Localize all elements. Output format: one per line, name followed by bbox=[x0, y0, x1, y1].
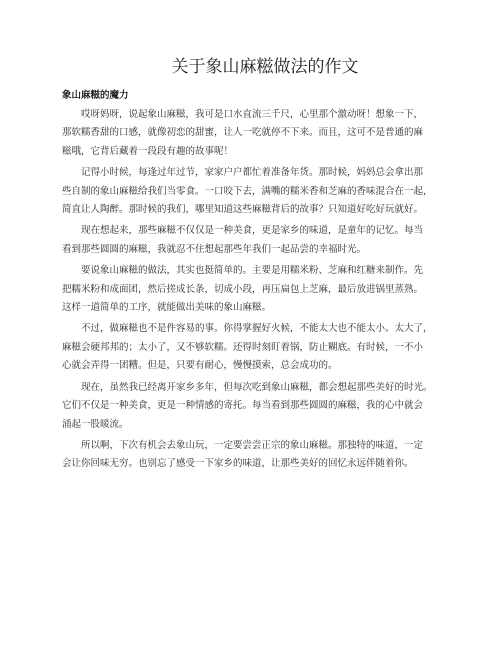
text-line: 不过，做麻糍也不是件容易的事。你得掌握好火候，不能太大也不能太小。太大了， bbox=[81, 323, 433, 335]
section-heading: 象山麻糍的魔力 bbox=[62, 90, 129, 101]
paragraph-2 bbox=[62, 164, 458, 219]
text-line: 些自制的象山麻糍给我们当零食。一口咬下去，满嘴的糯米香和芝麻的香味混合在一起， bbox=[62, 185, 433, 197]
paragraph-6 bbox=[62, 379, 458, 434]
paragraph-4 bbox=[62, 262, 458, 317]
paragraph-3 bbox=[62, 222, 458, 259]
text-line: 记得小时候，每逢过年过节，家家户户都忙着准备年货。那时候，妈妈总会拿出那 bbox=[81, 167, 424, 179]
text-line: 简直让人陶醉。那时候的我们，哪里知道这些麻糍背后的故事？只知道好吃好玩就好。 bbox=[62, 204, 424, 216]
text-line: 这样一道简单的工序，就能做出美味的象山麻糍。 bbox=[62, 302, 272, 314]
text-line: 所以啊，下次有机会去象山玩，一定要尝尝正宗的象山麻糍。那独特的味道，一定 bbox=[81, 439, 424, 451]
text-line: 那软糯香甜的口感，就像初恋的甜蜜，让人一吃就停不下来。而且，这可不是普通的麻 bbox=[62, 127, 424, 139]
paragraph-7 bbox=[62, 437, 458, 474]
text-line: 它们不仅是一种美食，更是一种情感的寄托。每当看到那些圆圆的麻糍，我的心中就会 bbox=[62, 400, 424, 412]
text-line: 现在想起来，那些麻糍不仅仅是一种美食，更是家乡的味道，是童年的记忆。每当 bbox=[81, 225, 424, 237]
paragraph-5 bbox=[62, 320, 458, 375]
text-line: 心就会弄得一团糟。但是，只要有耐心，慢慢摸索，总会成功的。 bbox=[62, 360, 338, 372]
paragraph-1 bbox=[62, 106, 458, 161]
text-line: 现在，虽然我已经离开家乡多年，但每次吃到象山麻糍，都会想起那些美好的时光。 bbox=[81, 381, 433, 393]
text-line: 涌起一股暖流。 bbox=[62, 418, 129, 430]
text-line: 要说象山麻糍的做法，其实也挺简单的。主要是用糯米粉、芝麻和红糖来制作。先 bbox=[81, 265, 424, 277]
text-line: 麻糍会硬邦邦的；太小了，又不够软糯。还得时刻盯着锅，防止糊底。有时候，一不小 bbox=[62, 341, 424, 353]
text-line: 会让你回味无穷。也别忘了感受一下家乡的味道，让那些美好的回忆永远伴随着你。 bbox=[62, 458, 414, 470]
text-line: 糍哦，它背后藏着一段段有趣的故事呢！ bbox=[62, 145, 234, 157]
document-title: 关于象山麻糍做法的作文 bbox=[171, 57, 359, 77]
text-line: 看到那些圆圆的麻糍，我就忍不住想起那些年我们一起品尝的幸福时光。 bbox=[62, 243, 367, 255]
essay-body bbox=[62, 106, 458, 474]
text-line: 哎呀妈呀，说起象山麻糍，我可是口水直流三千尺，心里那个激动呀！想象一下， bbox=[81, 109, 424, 120]
text-line: 把糯米粉和成面团，然后搓成长条，切成小段，再压扁包上芝麻，最后放进锅里蒸熟。 bbox=[62, 283, 424, 295]
